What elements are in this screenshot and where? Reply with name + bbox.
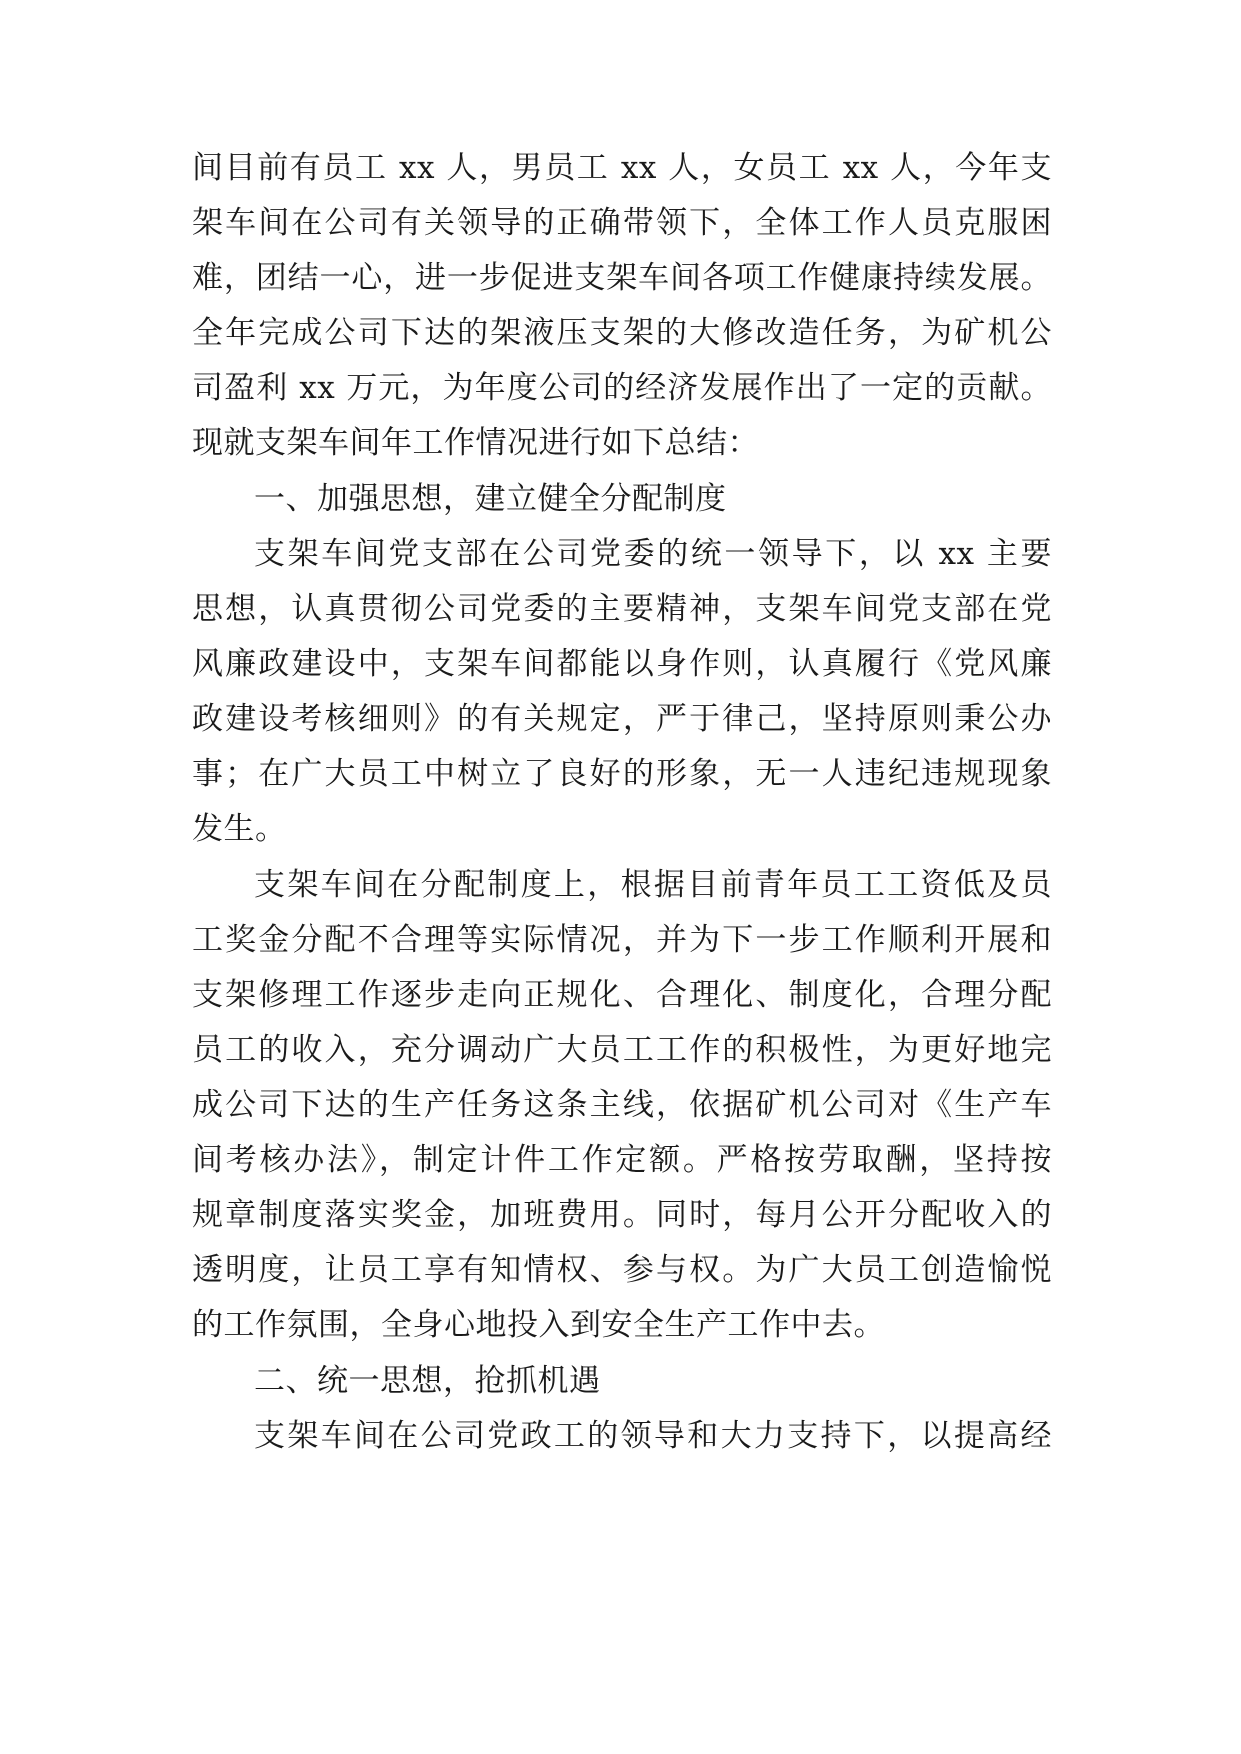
text-line: 间目前有员工 xx 人，男员工 xx 人，女员工 xx 人，今年支	[192, 150, 1052, 186]
text-line: 透明度，让员工享有知情权、参与权。为广大员工创造愉悦	[192, 1252, 1052, 1288]
section-heading: 二、统一思想，抢抓机遇	[254, 1363, 601, 1399]
text-line: 思想，认真贯彻公司党委的主要精神，支架车间党支部在党	[192, 591, 1052, 627]
text-line: 支架车间在分配制度上，根据目前青年员工工资低及员	[254, 867, 1052, 903]
section-heading: 一、加强思想，建立健全分配制度	[254, 481, 727, 517]
text-line: 现就支架车间年工作情况进行如下总结：	[192, 425, 759, 461]
text-line: 员工的收入，充分调动广大员工工作的积极性，为更好地完	[192, 1032, 1052, 1068]
text-line: 支架车间党支部在公司党委的统一领导下，以 xx 主要	[254, 536, 1052, 572]
text-line: 全年完成公司下达的架液压支架的大修改造任务，为矿机公	[192, 315, 1052, 351]
text-line: 的工作氛围，全身心地投入到安全生产工作中去。	[192, 1307, 885, 1343]
text-line: 间考核办法》，制定计件工作定额。严格按劳取酬，坚持按	[192, 1142, 1052, 1178]
text-line: 司盈利 xx 万元，为年度公司的经济发展作出了一定的贡献。	[192, 370, 1052, 406]
text-line: 规章制度落实奖金，加班费用。同时，每月公开分配收入的	[192, 1197, 1052, 1233]
text-line: 成公司下达的生产任务这条主线，依据矿机公司对《生产车	[192, 1087, 1052, 1123]
text-line: 政建设考核细则》的有关规定，严于律己，坚持原则秉公办	[192, 701, 1052, 737]
text-line: 发生。	[192, 811, 287, 847]
text-line: 工奖金分配不合理等实际情况，并为下一步工作顺利开展和	[192, 922, 1052, 958]
text-line: 支架车间在公司党政工的领导和大力支持下，以提高经	[254, 1418, 1052, 1454]
text-line: 事；在广大员工中树立了良好的形象，无一人违纪违规现象	[192, 756, 1052, 792]
text-line: 架车间在公司有关领导的正确带领下，全体工作人员克服困	[192, 205, 1052, 241]
text-line: 难，团结一心，进一步促进支架车间各项工作健康持续发展。	[192, 260, 1052, 296]
text-line: 支架修理工作逐步走向正规化、合理化、制度化，合理分配	[192, 977, 1052, 1013]
text-line: 风廉政建设中，支架车间都能以身作则，认真履行《党风廉	[192, 646, 1052, 682]
